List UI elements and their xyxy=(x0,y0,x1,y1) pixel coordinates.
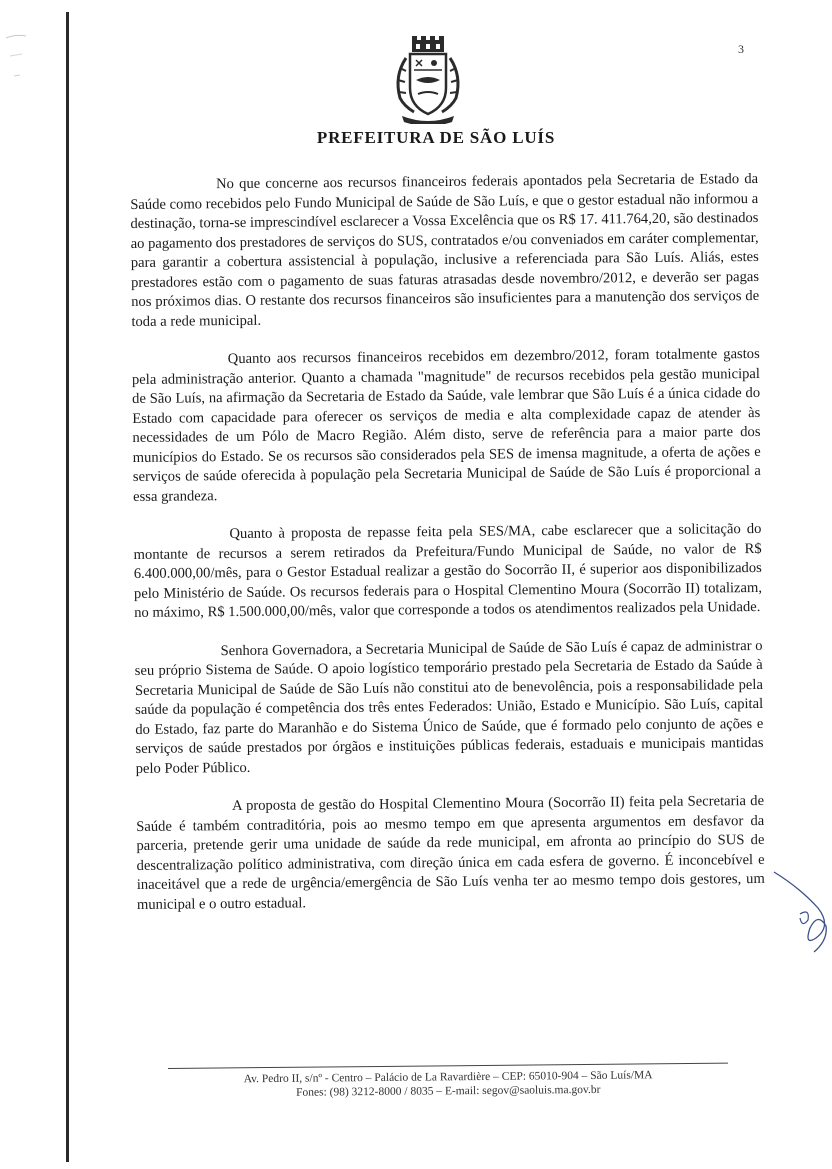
scan-artifact-mark xyxy=(4,16,54,86)
paragraph-federal-resources: No que concerne aos recursos financeiros federais apontados pela Secretaria de Estado da Saúde como recebidos pelo Fundo Municipal de Saúde de São Luís, e que o gestor estadual não informou a destinação, torna-se imprescindível esclarecer a Vossa Excelência que os R$ 17. 411.764,20, são destinados ao pagamento dos prestadores de serviços do SUS, contratados e/ou conveniados em caráter complementar, para garantir a cobertura assistencial à população, inclusive a referenciada para São Luís. Aliás, estes prestadores estão com o pagamento de suas faturas atrasadas desde novembro/2012, e deverão ser pagas nos próximos dias. O restante dos recursos financeiros são insuficientes para a manutenção dos serviços de toda a rede municipal. xyxy=(130,170,760,330)
letter-body xyxy=(130,170,765,934)
footer-contact: Fones: (98) 3212-8000 / 8035 – E-mail: segov@saoluis.ma.gov.br xyxy=(296,1083,601,1099)
paragraph-hospital-management: A proposta de gestão do Hospital Clementino Moura (Socorrão II) feita pela Secretaria de Saúde é também contraditória, pois ao mesmo tempo em que apresenta argumentos em desfavor da parceria, pretende gerir uma unidade de saúde da rede municipal, em afronta ao princípio do SUS de descentralização político administrativa, com direção única em cada esfera de governo. É inconcebível e inaceitável que a rede de urgência/emergência de São Luís venha ter ao mesmo tempo dois gestores, um municipal e o outro estadual. xyxy=(136,792,765,913)
page-title: PREFEITURA DE SÃO LUÍS xyxy=(316,128,556,147)
page-number: 3 xyxy=(738,42,744,56)
handwritten-initials-icon xyxy=(770,868,832,958)
binding-line xyxy=(66,12,69,1162)
paragraph-december-resources: Quanto aos recursos financeiros recebidos em dezembro/2012, foram totalmente gastos pela administração anterior. Quanto a chamada "magnitude" de recursos recebidos pela gestão municipal de São Luís, na afirmação da Secretaria de Estado da Saúde, vale lembrar que São Luís é a única cidade do Estado com capacidade para oferecer os serviços de media e alta complexidade capaz de atender às necessidades de um Pólo de Macro Região. Além disto, serve de referência para a maior parte dos municípios do Estado. Se os recursos são considerados pela SES de imensa magnitude, a oferta de ações e serviços de saúde oferecida à população pela Secretaria Municipal de Saúde de São Luís é proporcional a essa grandeza. xyxy=(131,345,761,505)
footer xyxy=(168,1063,728,1101)
paragraph-transfer-proposal: Quanto à proposta de repasse feita pela SES/MA, cabe esclarecer que a solicitação do montante de recursos a serem retirados da Prefeitura/Fundo Municipal de Saúde, no valor de R$ 6.400.000,00/mês, para o Gestor Estadual realizar a gestão do Socorrão II, é superior aos disponibilizados pelo Ministério de Saúde. Os recursos federais para o Hospital Clementino Moura (Socorrão II) totalizam, no máximo, R$ 1.500.000,00/mês, valor que corresponde a todos os atendimentos realizados pela Unidade. xyxy=(133,520,763,621)
coat-of-arms-icon xyxy=(392,36,464,124)
paragraph-governor-address: Senhora Governadora, a Secretaria Municipal de Saúde de São Luís é capaz de administrar o seu próprio Sistema de Saúde. O apoio logístico temporário prestado pela Secretaria de Estado da Saúde à Secretaria Municipal de Saúde de São Luís não constitui ato de benevolência, pois a responsabilidade pela saúde da população é competência dos três entes Federados: União, Estado e Município. São Luís, capital do Estado, faz parte do Maranhão e do Sistema Único de Saúde, que é formado pelo conjunto de ações e serviços de saúde prestados por órgãos e instituições públicas federais, estaduais e municipais mantidas pelo Poder Público. xyxy=(134,637,764,777)
footer-address: Av. Pedro II, s/nº - Centro – Palácio de La Ravardière – CEP: 65010-904 – São Luís/MA xyxy=(243,1069,653,1086)
